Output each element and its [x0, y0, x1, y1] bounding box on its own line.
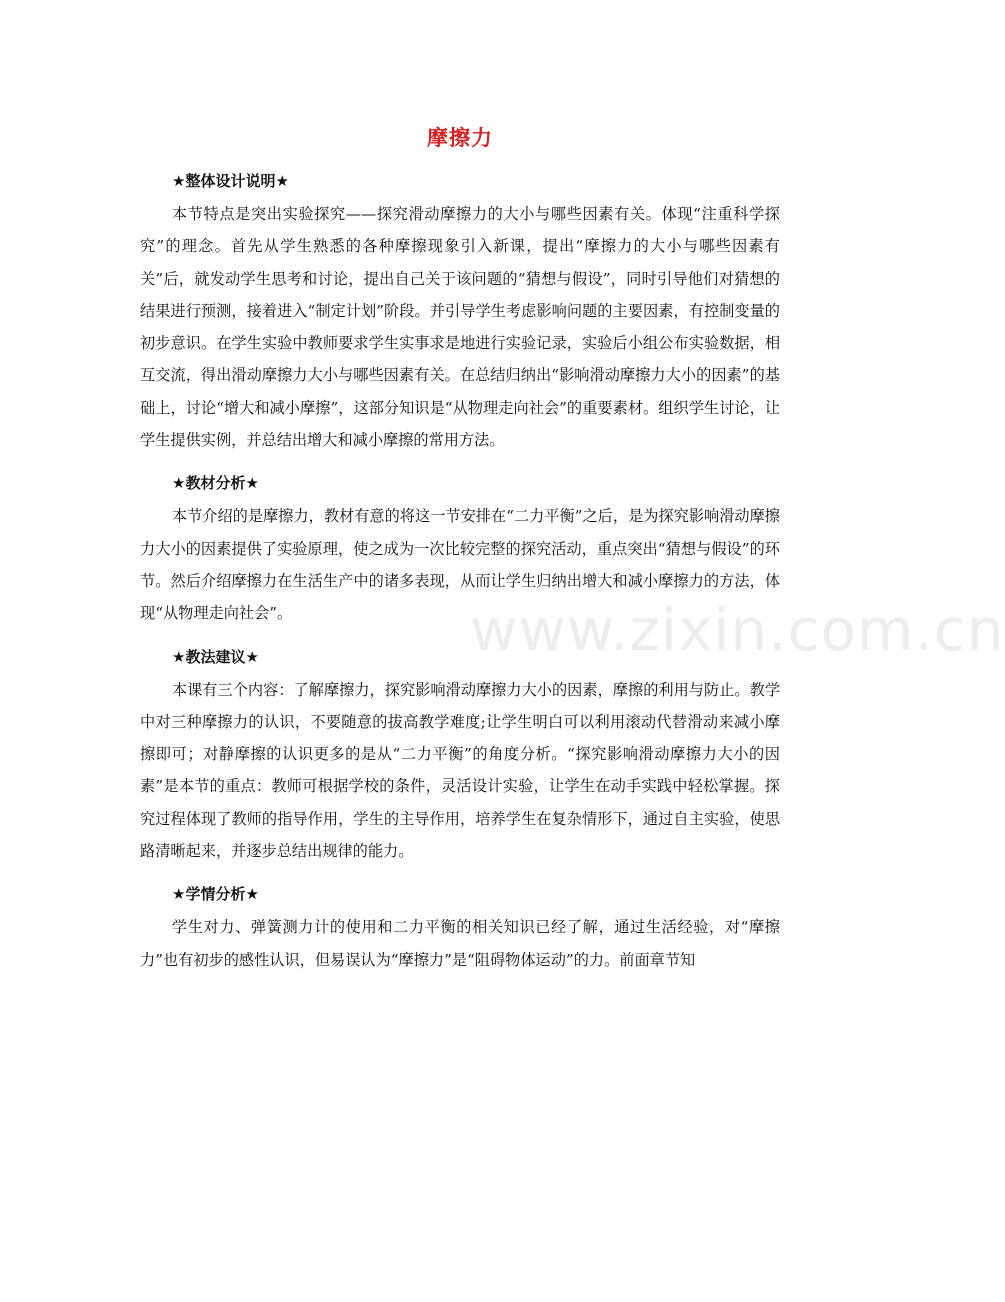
- document-body: [140, 166, 780, 988]
- section-heading-teaching-suggestions: ★教法建议★: [172, 647, 259, 666]
- section-body-overall-design: 本节特点是突出实验探究——探究滑动摩擦力的大小与哪些因素有关。体现“注重科学探究”的理念。首先从学生熟悉的各种摩擦现象引入新课，提出“摩擦力的大小与哪些因素有关”后，就发动学生思考和讨论，提出自己关于该问题的“猜想与假设”，同时引导他们对猜想的结果进行预测，接着进入“制定计划”阶段。并引导学生考虑影响问题的主要因素，有控制变量的初步意识。在学生实验中教师要求学生实事求是地进行实验记录，实验后小组公布实验数据，相互交流，得出滑动摩擦力大小与哪些因素有关。在总结归纳出“影响滑动摩擦力大小的因素”的基础上，讨论“增大和减小摩擦”，这部分知识是“从物理走向社会”的重要素材。组织学生讨论，让学生提供实例，并总结出增大和减小摩擦的常用方法。: [140, 205, 780, 450]
- section-body-student-analysis: 学生对力、弹簧测力计的使用和二力平衡的相关知识已经了解，通过生活经验，对“摩擦力”也有初步的感性认识，但易误认为“摩擦力”是“阻碍物体运动”的力。前面章节知: [140, 918, 780, 969]
- section-heading-overall-design: ★整体设计说明★: [172, 172, 289, 190]
- section-heading-textbook-analysis: ★教材分析★: [172, 474, 259, 493]
- page-title: 摩擦力: [427, 126, 493, 150]
- section-body-textbook-analysis: 本节介绍的是摩擦力，教材有意的将这一节安排在“二力平衡”之后，是为探究影响滑动摩擦力大小的因素提供了实验原理，使之成为一次比较完整的探究活动，重点突出“猜想与假设”的环节。然后介绍摩擦力在生活生产中的诸多表现，从而让学生归纳出增大和减小摩擦力的方法，体现“从物理走向社会”。: [140, 507, 780, 623]
- watermark: www.zixin.com.cn: [470, 596, 1005, 664]
- section-heading-student-analysis: ★学情分析★: [172, 885, 259, 904]
- section-body-teaching-suggestions: 本课有三个内容：了解摩擦力，探究影响滑动摩擦力大小的因素，摩擦的利用与防止。教学中对三种摩擦力的认识，不要随意的拔高教学难度;让学生明白可以利用滚动代替滑动来减小摩擦即可；对静摩擦的认识更多的是从“二力平衡”的角度分析。“探究影响滑动摩擦力大小的因素”是本节的重点：教师可根据学校的条件，灵活设计实验，让学生在动手实践中轻松掌握。探究过程体现了教师的指导作用，学生的主导作用，培养学生在复杂情形下，通过自主实验，使思路清晰起来，并逐步总结出规律的能力。: [140, 680, 780, 861]
